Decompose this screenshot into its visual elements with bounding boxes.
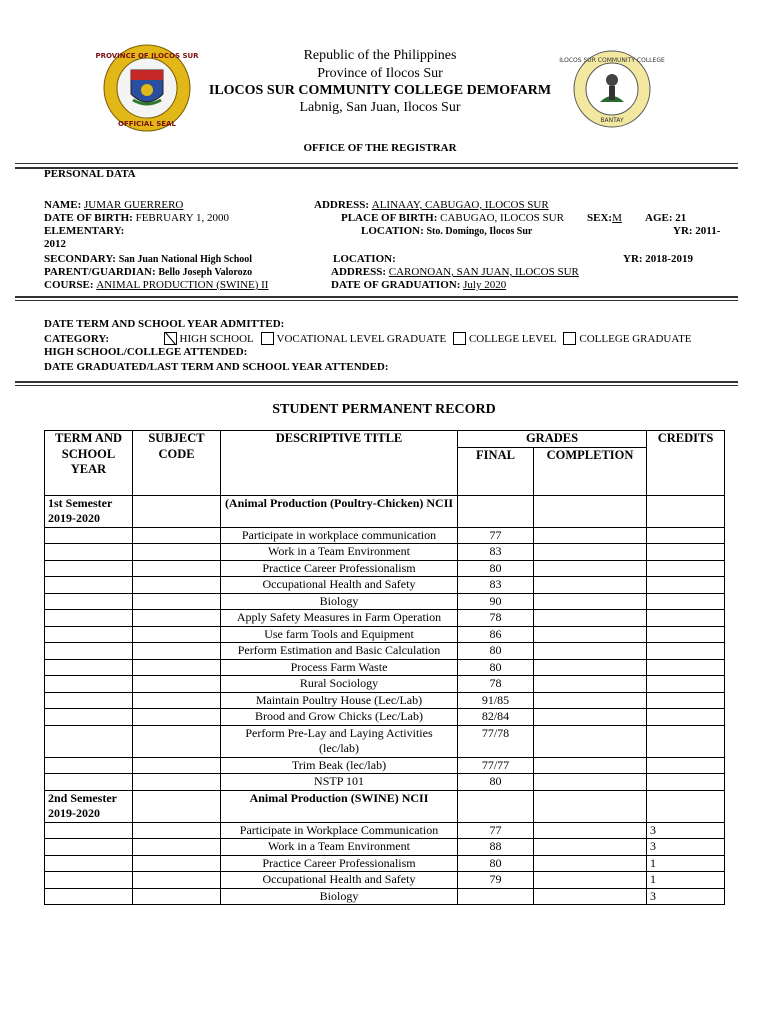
credits-cell [647, 544, 725, 561]
course-label: COURSE: [44, 279, 94, 291]
completion-cell [534, 822, 647, 839]
term-cell [45, 757, 133, 774]
credits-cell: 1 [647, 855, 725, 872]
descriptive-title-cell: Process Farm Waste [221, 659, 458, 676]
completion-cell [534, 692, 647, 709]
elem-location-value: Sto. Domingo, Ilocos Sur [426, 226, 533, 237]
high-school-checkbox[interactable] [164, 332, 177, 345]
sex-value: M [612, 212, 622, 224]
subject-code-cell [133, 626, 221, 643]
completion-cell [534, 855, 647, 872]
subject-code-cell [133, 888, 221, 905]
descriptive-title-cell: Work in a Team Environment [221, 839, 458, 856]
credits-cell [647, 676, 725, 693]
pob-field [341, 212, 564, 224]
header-province: Province of Ilocos Sur [317, 66, 443, 81]
credits-cell [647, 725, 725, 757]
final-grade-cell: 77/77 [458, 757, 534, 774]
secondary-label: SECONDARY: [44, 253, 116, 265]
descriptive-title-cell: Biology [221, 888, 458, 905]
graduation-value: July 2020 [463, 279, 507, 291]
table-row [45, 725, 725, 757]
high-school-option: HIGH SCHOOL [179, 333, 254, 346]
table-header-row [45, 431, 725, 448]
col-term-header: TERM AND SCHOOL YEAR [45, 431, 133, 496]
subject-code-cell [133, 560, 221, 577]
semester-heading-row [45, 495, 725, 527]
completion-cell [534, 577, 647, 594]
subject-code-cell [133, 577, 221, 594]
table-row [45, 610, 725, 627]
subject-code-cell [133, 495, 221, 527]
completion-cell [534, 839, 647, 856]
descriptive-title-cell: Use farm Tools and Equipment [221, 626, 458, 643]
credits-cell: 1 [647, 872, 725, 889]
final-grade-cell: 77 [458, 527, 534, 544]
dob-value: FEBRUARY 1, 2000 [135, 212, 230, 224]
elem-location-field [361, 225, 532, 237]
divider [15, 381, 738, 383]
col-final-header: FINAL [458, 447, 534, 495]
subject-code-cell [133, 659, 221, 676]
graduation-label: DATE OF GRADUATION: [331, 279, 461, 291]
school-attended-label: HIGH SCHOOL/COLLEGE ATTENDED: [44, 346, 248, 358]
credits-cell [647, 790, 725, 822]
final-grade-cell: 78 [458, 676, 534, 693]
completion-cell [534, 659, 647, 676]
term-cell [45, 839, 133, 856]
final-grade-cell: 83 [458, 577, 534, 594]
table-row [45, 626, 725, 643]
subject-code-cell [133, 855, 221, 872]
table-row [45, 577, 725, 594]
table-row [45, 659, 725, 676]
elementary-label: ELEMENTARY: [44, 225, 125, 237]
subject-code-cell [133, 774, 221, 791]
credits-cell: 3 [647, 822, 725, 839]
descriptive-title-cell: Occupational Health and Safety [221, 872, 458, 889]
date-graduated-label: DATE GRADUATED/LAST TERM AND SCHOOL YEAR ATTENDED: [44, 361, 389, 373]
credits-cell [647, 527, 725, 544]
descriptive-title-cell: Work in a Team Environment [221, 544, 458, 561]
descriptive-title-cell: Participate in Workplace Communication [221, 822, 458, 839]
completion-cell [534, 676, 647, 693]
term-cell [45, 527, 133, 544]
completion-cell [534, 560, 647, 577]
credits-cell [647, 774, 725, 791]
svg-text:ILOCOS SUR COMMUNITY COLLEGE: ILOCOS SUR COMMUNITY COLLEGE [559, 57, 665, 64]
secondary-field [44, 253, 252, 265]
parent-address-field [331, 266, 579, 278]
final-grade-cell: 77/78 [458, 725, 534, 757]
descriptive-title-cell: Biology [221, 593, 458, 610]
elem-year: YR: 2011- [673, 225, 721, 237]
credits-cell [647, 626, 725, 643]
completion-cell [534, 643, 647, 660]
credits-cell [647, 709, 725, 726]
descriptive-title-cell: Occupational Health and Safety [221, 577, 458, 594]
subject-code-cell [133, 610, 221, 627]
descriptive-title-cell: Perform Estimation and Basic Calculation [221, 643, 458, 660]
credits-cell [647, 593, 725, 610]
subject-code-cell [133, 757, 221, 774]
descriptive-title-cell: (Animal Production (Poultry-Chicken) NCII [221, 495, 458, 527]
svg-text:BANTAY: BANTAY [600, 117, 624, 124]
address-field [314, 199, 549, 211]
final-grade-cell: 80 [458, 659, 534, 676]
table-row [45, 872, 725, 889]
final-grade-cell [458, 888, 534, 905]
descriptive-title-cell: Brood and Grow Chicks (Lec/Lab) [221, 709, 458, 726]
subject-code-cell [133, 527, 221, 544]
college-level-checkbox[interactable] [453, 332, 466, 345]
term-cell: 1st Semester 2019-2020 [45, 495, 133, 527]
credits-cell [647, 495, 725, 527]
office-title: OFFICE OF THE REGISTRAR [303, 142, 457, 154]
secondary-value: San Juan National High School [118, 254, 253, 265]
completion-cell [534, 544, 647, 561]
term-cell [45, 822, 133, 839]
svg-text:OFFICIAL SEAL: OFFICIAL SEAL [118, 120, 176, 128]
svg-text:PROVINCE OF ILOCOS SUR: PROVINCE OF ILOCOS SUR [95, 52, 199, 60]
descriptive-title-cell: NSTP 101 [221, 774, 458, 791]
table-row [45, 527, 725, 544]
completion-cell [534, 790, 647, 822]
address-label: ADDRESS: [314, 199, 370, 211]
completion-cell [534, 725, 647, 757]
permanent-record-table [44, 430, 725, 905]
completion-cell [534, 888, 647, 905]
table-row [45, 593, 725, 610]
subject-code-cell [133, 692, 221, 709]
credits-cell [647, 577, 725, 594]
elem-location-label: LOCATION: [361, 225, 424, 237]
pob-value: CABUGAO, ILOCOS SUR [440, 212, 564, 224]
completion-cell [534, 593, 647, 610]
parent-address-value: CARONOAN, SAN JUAN, ILOCOS SUR [388, 266, 579, 278]
term-cell [45, 577, 133, 594]
parent-label: PARENT/GUARDIAN: [44, 266, 156, 278]
term-cell [45, 888, 133, 905]
header-address: Labnig, San Juan, Ilocos Sur [299, 100, 461, 115]
table-row [45, 855, 725, 872]
col-grades-header: GRADES [458, 431, 647, 448]
vocational-option: VOCATIONAL LEVEL GRADUATE [276, 333, 447, 346]
header-college-name: ILOCOS SUR COMMUNITY COLLEGE DEMOFARM [208, 83, 552, 98]
term-cell: 2nd Semester 2019-2020 [45, 790, 133, 822]
final-grade-cell: 82/84 [458, 709, 534, 726]
college-level-option: COLLEGE LEVEL [468, 333, 557, 346]
completion-cell [534, 757, 647, 774]
sex-label: SEX: [587, 212, 613, 224]
term-cell [45, 855, 133, 872]
descriptive-title-cell: Participate in workplace communication [221, 527, 458, 544]
sec-year: YR: 2018-2019 [623, 253, 693, 265]
name-field [44, 199, 183, 211]
descriptive-title-cell: Trim Beak (lec/lab) [221, 757, 458, 774]
table-row [45, 774, 725, 791]
final-grade-cell: 91/85 [458, 692, 534, 709]
graduation-field [331, 279, 506, 291]
dob-field [44, 212, 229, 224]
completion-cell [534, 610, 647, 627]
completion-cell [534, 709, 647, 726]
subject-code-cell [133, 872, 221, 889]
course-field [44, 279, 268, 291]
final-grade-cell: 77 [458, 822, 534, 839]
subject-code-cell [133, 790, 221, 822]
completion-cell [534, 872, 647, 889]
credits-cell: 3 [647, 839, 725, 856]
completion-cell [534, 626, 647, 643]
subject-code-cell [133, 676, 221, 693]
descriptive-title-cell: Apply Safety Measures in Farm Operation [221, 610, 458, 627]
completion-cell [534, 495, 647, 527]
subject-code-cell [133, 593, 221, 610]
final-grade-cell: 80 [458, 643, 534, 660]
final-grade-cell: 83 [458, 544, 534, 561]
subject-code-cell [133, 839, 221, 856]
divider [15, 163, 738, 164]
final-grade-cell: 79 [458, 872, 534, 889]
subject-code-cell [133, 544, 221, 561]
vocational-checkbox[interactable] [261, 332, 274, 345]
descriptive-title-cell: Rural Sociology [221, 676, 458, 693]
final-grade-cell: 80 [458, 855, 534, 872]
descriptive-title-cell: Practice Career Professionalism [221, 560, 458, 577]
name-value: JUMAR GUERRERO [84, 199, 184, 211]
term-cell [45, 560, 133, 577]
sec-location-label: LOCATION: [333, 253, 396, 265]
credits-cell [647, 560, 725, 577]
term-cell [45, 593, 133, 610]
elem-year-cont: 2012 [44, 238, 66, 250]
descriptive-title-cell: Animal Production (SWINE) NCII [221, 790, 458, 822]
personal-data-heading: PERSONAL DATA [44, 168, 136, 180]
term-cell [45, 643, 133, 660]
category-row [44, 332, 692, 347]
parent-value: Bello Joseph Valorozo [158, 267, 253, 278]
table-row [45, 544, 725, 561]
credits-cell [647, 659, 725, 676]
header-republic: Republic of the Philippines [303, 48, 457, 63]
subject-code-cell [133, 709, 221, 726]
descriptive-title-cell: Practice Career Professionalism [221, 855, 458, 872]
term-cell [45, 709, 133, 726]
name-label: NAME: [44, 199, 82, 211]
parent-field [44, 266, 252, 278]
category-label: CATEGORY: [44, 333, 110, 346]
credits-cell: 3 [647, 888, 725, 905]
term-cell [45, 692, 133, 709]
date-admitted-label: DATE TERM AND SCHOOL YEAR ADMITTED: [44, 318, 285, 330]
age-field: AGE: 21 [645, 212, 687, 224]
final-grade-cell: 86 [458, 626, 534, 643]
final-grade-cell: 90 [458, 593, 534, 610]
final-grade-cell: 80 [458, 774, 534, 791]
term-cell [45, 676, 133, 693]
table-row [45, 692, 725, 709]
credits-cell [647, 757, 725, 774]
term-cell [45, 659, 133, 676]
course-value: ANIMAL PRODUCTION (SWINE) II [96, 279, 269, 291]
divider [15, 385, 738, 386]
subject-code-cell [133, 725, 221, 757]
descriptive-title-cell: Maintain Poultry House (Lec/Lab) [221, 692, 458, 709]
table-row [45, 560, 725, 577]
credits-cell [647, 610, 725, 627]
subject-code-cell [133, 643, 221, 660]
col-credits-header: CREDITS [647, 431, 725, 496]
term-cell [45, 774, 133, 791]
table-row [45, 839, 725, 856]
divider [15, 296, 738, 298]
credits-cell [647, 692, 725, 709]
final-grade-cell: 78 [458, 610, 534, 627]
term-cell [45, 544, 133, 561]
college-graduate-option: COLLEGE GRADUATE [579, 333, 692, 346]
table-row [45, 709, 725, 726]
pob-label: PLACE OF BIRTH: [341, 212, 438, 224]
table-row [45, 643, 725, 660]
dob-label: DATE OF BIRTH: [44, 212, 133, 224]
term-cell [45, 626, 133, 643]
credits-cell [647, 643, 725, 660]
semester-heading-row [45, 790, 725, 822]
table-row [45, 757, 725, 774]
term-cell [45, 610, 133, 627]
col-completion-header: COMPLETION [534, 447, 647, 495]
term-cell [45, 725, 133, 757]
col-code-header: SUBJECT CODE [133, 431, 221, 496]
final-grade-cell [458, 495, 534, 527]
table-row [45, 676, 725, 693]
term-cell [45, 872, 133, 889]
final-grade-cell: 80 [458, 560, 534, 577]
record-title: STUDENT PERMANENT RECORD [272, 402, 496, 417]
subject-code-cell [133, 822, 221, 839]
divider [15, 300, 738, 301]
table-row [45, 888, 725, 905]
college-graduate-checkbox[interactable] [563, 332, 576, 345]
col-title-header: DESCRIPTIVE TITLE [221, 431, 458, 496]
completion-cell [534, 774, 647, 791]
final-grade-cell [458, 790, 534, 822]
completion-cell [534, 527, 647, 544]
address-value: ALINAAY, CABUGAO, ILOCOS SUR [371, 199, 549, 211]
descriptive-title-cell: Perform Pre-Lay and Laying Activities (lec/lab) [221, 725, 458, 757]
sex-field [587, 212, 622, 224]
final-grade-cell: 88 [458, 839, 534, 856]
parent-address-label: ADDRESS: [331, 266, 387, 278]
table-row [45, 822, 725, 839]
